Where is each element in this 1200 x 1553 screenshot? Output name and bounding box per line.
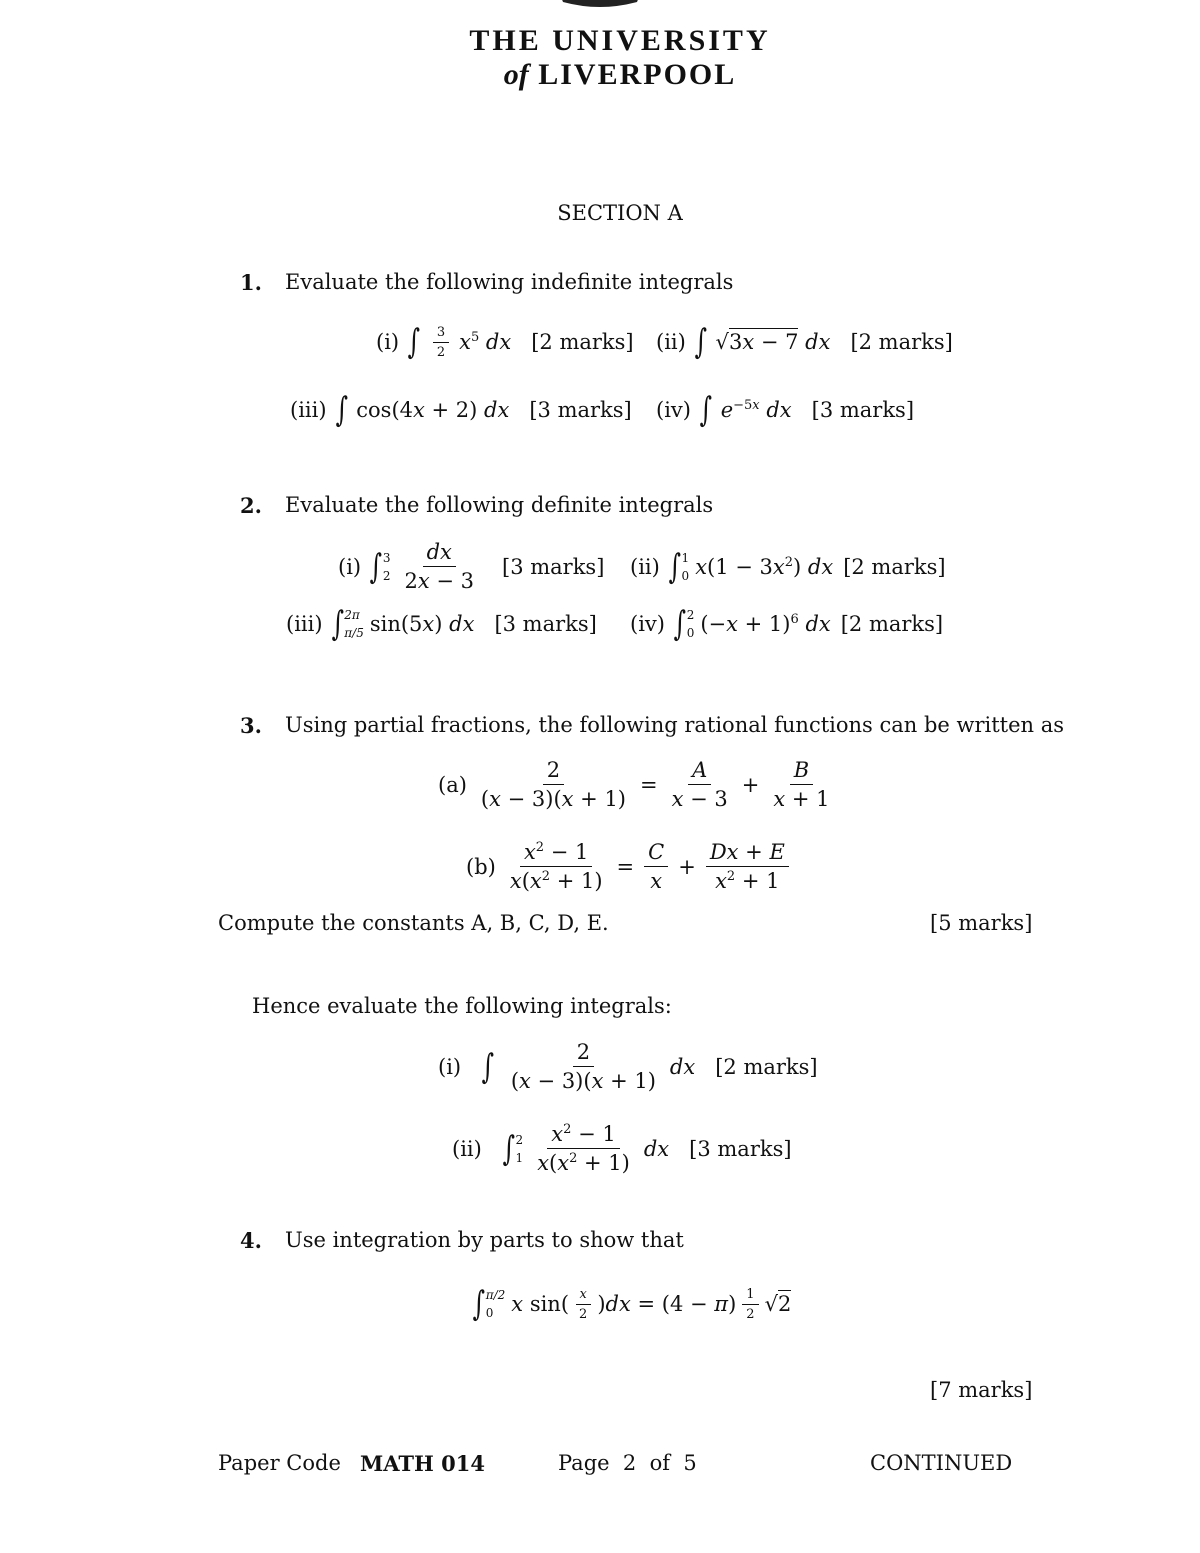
q2-text: Evaluate the following definite integrals	[285, 493, 714, 517]
integral-sign-icon: ∫	[502, 1128, 515, 1169]
q2-iv-expression: (iv) ∫ 2 0 $(-x + 1)^6$ dx [2 marks]	[630, 604, 944, 644]
university-name-liverpool: LIVERPOOL	[538, 58, 737, 91]
q3-b-label: (b)	[466, 854, 496, 879]
integral-sign-icon: ∫	[668, 547, 681, 587]
q3-a-label: (a)	[438, 772, 467, 797]
q1-iii-marks: [3 marks]	[529, 398, 632, 422]
q2-i-expression: (i) ∫ 3 2 $\frac{dx}{2x - 3}$ [3 marks]	[338, 540, 605, 593]
integral-sign-icon: ∫	[694, 322, 707, 362]
fraction: $\frac{x^2 - 1}{x(x^2 + 1)}$	[537, 1122, 630, 1175]
q1-i-marks: [2 marks]	[531, 330, 634, 354]
integral-sign-icon: ∫	[369, 546, 383, 587]
university-name-line2	[0, 58, 1200, 92]
fraction: $\frac{2}{(x - 3)(x + 1)}$	[510, 1040, 656, 1093]
q1-ii-label: (ii)	[656, 330, 686, 354]
footer-paper-code-label: Paper Code	[218, 1451, 341, 1475]
university-crest-icon	[557, 0, 643, 10]
integral-sign-icon: ∫	[699, 390, 713, 430]
q3-compute-marks: [5 marks]	[930, 911, 1033, 935]
q3-i-expression: (i) ∫ $\frac{2}{(x - 3)(x + 1)}$ dx [2 marks]	[438, 1040, 818, 1093]
q1-iv-label: (iv)	[656, 398, 691, 422]
footer-continued: CONTINUED	[870, 1451, 1013, 1475]
q2-number: 2.	[240, 493, 262, 518]
fraction: $\frac{3}{2}$	[433, 325, 449, 360]
q2-iv-label: (iv)	[630, 612, 665, 636]
q3-number: 3.	[240, 713, 262, 738]
q1-number: 1.	[240, 270, 262, 295]
q4-marks: [7 marks]	[930, 1378, 1033, 1402]
q1-iv-marks: [3 marks]	[811, 398, 915, 422]
q2-iv-marks: [2 marks]	[840, 612, 944, 636]
q2-ii-expression: (ii) ∫ 1 0 $x(1 - 3x^2)$ dx [2 marks]	[630, 547, 946, 587]
footer-page-number: Page 2 of 5	[558, 1451, 697, 1475]
integral-sign-icon: ∫	[407, 322, 421, 362]
q1-i-expression: (i) ∫ $\frac{3}{2}$ $x^5$ dx [2 marks]	[376, 322, 634, 362]
q3-ii-expression: (ii) ∫ 2 1 $\frac{x^2 - 1}{x(x^2 + 1)}$ dx [3 marks]	[452, 1122, 792, 1175]
q4-number: 4.	[240, 1228, 262, 1253]
q2-i-marks: [3 marks]	[502, 554, 605, 579]
q1-iii-expression: (iii) ∫ cos(4x + 2) dx [3 marks]	[290, 390, 632, 430]
q3-hence-text: Hence evaluate the following integrals:	[252, 994, 672, 1018]
q1-text: Evaluate the following indefinite integrals	[285, 270, 734, 294]
q3-b-expression: (b) $\frac{x^2 - 1}{x(x^2 + 1)}$ = $\frac{C}{x}$ + $\frac{Dx + E}{x^2 + 1}$	[466, 840, 793, 893]
fraction: $\frac{dx}{2x - 3}$	[404, 540, 474, 593]
fraction: $\frac{x^2 - 1}{x(x^2 + 1)}$	[509, 840, 603, 893]
q2-ii-label: (ii)	[630, 555, 660, 579]
fraction: $\frac{C}{x}$	[644, 840, 668, 893]
q3-i-label: (i)	[438, 1054, 462, 1079]
university-name-of: of	[503, 58, 529, 91]
fraction: $\frac{A}{x - 3}$	[671, 758, 728, 811]
integral-sign-icon: ∫	[673, 604, 687, 644]
fraction: $\frac{B}{x + 1}$	[773, 758, 830, 811]
q2-ii-marks: [2 marks]	[843, 555, 946, 579]
q1-iii-label: (iii)	[290, 398, 327, 422]
university-name-line1: THE UNIVERSITY	[469, 24, 771, 57]
integral-sign-icon: ∫	[472, 1284, 486, 1324]
section-title: SECTION A	[557, 201, 683, 225]
integral-sign-icon: ∫	[481, 1046, 495, 1087]
fraction: $\frac{Dx + E}{x^2 + 1}$	[706, 840, 789, 893]
q2-iii-expression: (iii) ∫ 2π π/5 sin(5x) dx [3 marks]	[286, 604, 597, 644]
q2-iii-label: (iii)	[286, 612, 323, 636]
q1-iv-expression: (iv) ∫ $e^{-5x}$ dx [3 marks]	[656, 390, 915, 430]
q3-ii-label: (ii)	[452, 1136, 482, 1161]
q3-text: Using partial fractions, the following rational functions can be written as	[285, 713, 1065, 737]
q4-expression: ∫ π/2 0 x sin( $\frac{x}{2}$ )dx = (4 − π) $\frac{1}{2}$ √2	[472, 1284, 792, 1324]
integral-sign-icon: ∫	[335, 390, 348, 430]
q1-i-label: (i)	[376, 330, 400, 354]
q2-i-label: (i)	[338, 554, 362, 579]
q4-text: Use integration by parts to show that	[285, 1228, 684, 1252]
q3-compute-text: Compute the constants A, B, C, D, E.	[218, 911, 609, 935]
q3-i-marks: [2 marks]	[715, 1054, 818, 1079]
fraction: $\frac{1}{2}$	[742, 1287, 758, 1322]
footer-paper-code: MATH 014	[360, 1451, 486, 1476]
q1-ii-marks: [2 marks]	[850, 330, 953, 354]
q2-iii-marks: [3 marks]	[494, 612, 597, 636]
q3-a-expression: (a) $\frac{2}{(x - 3)(x + 1)}$ = $\frac{A}{x - 3}$ + $\frac{B}{x + 1}$	[438, 758, 838, 811]
integral-sign-icon: ∫	[331, 604, 344, 644]
q3-ii-marks: [3 marks]	[689, 1136, 792, 1161]
fraction: $\frac{2}{(x - 3)(x + 1)}$	[480, 758, 626, 811]
q1-ii-expression: (ii) ∫ √3x − 7 dx [2 marks]	[656, 322, 953, 362]
fraction: $\frac{x}{2}$	[575, 1287, 591, 1322]
